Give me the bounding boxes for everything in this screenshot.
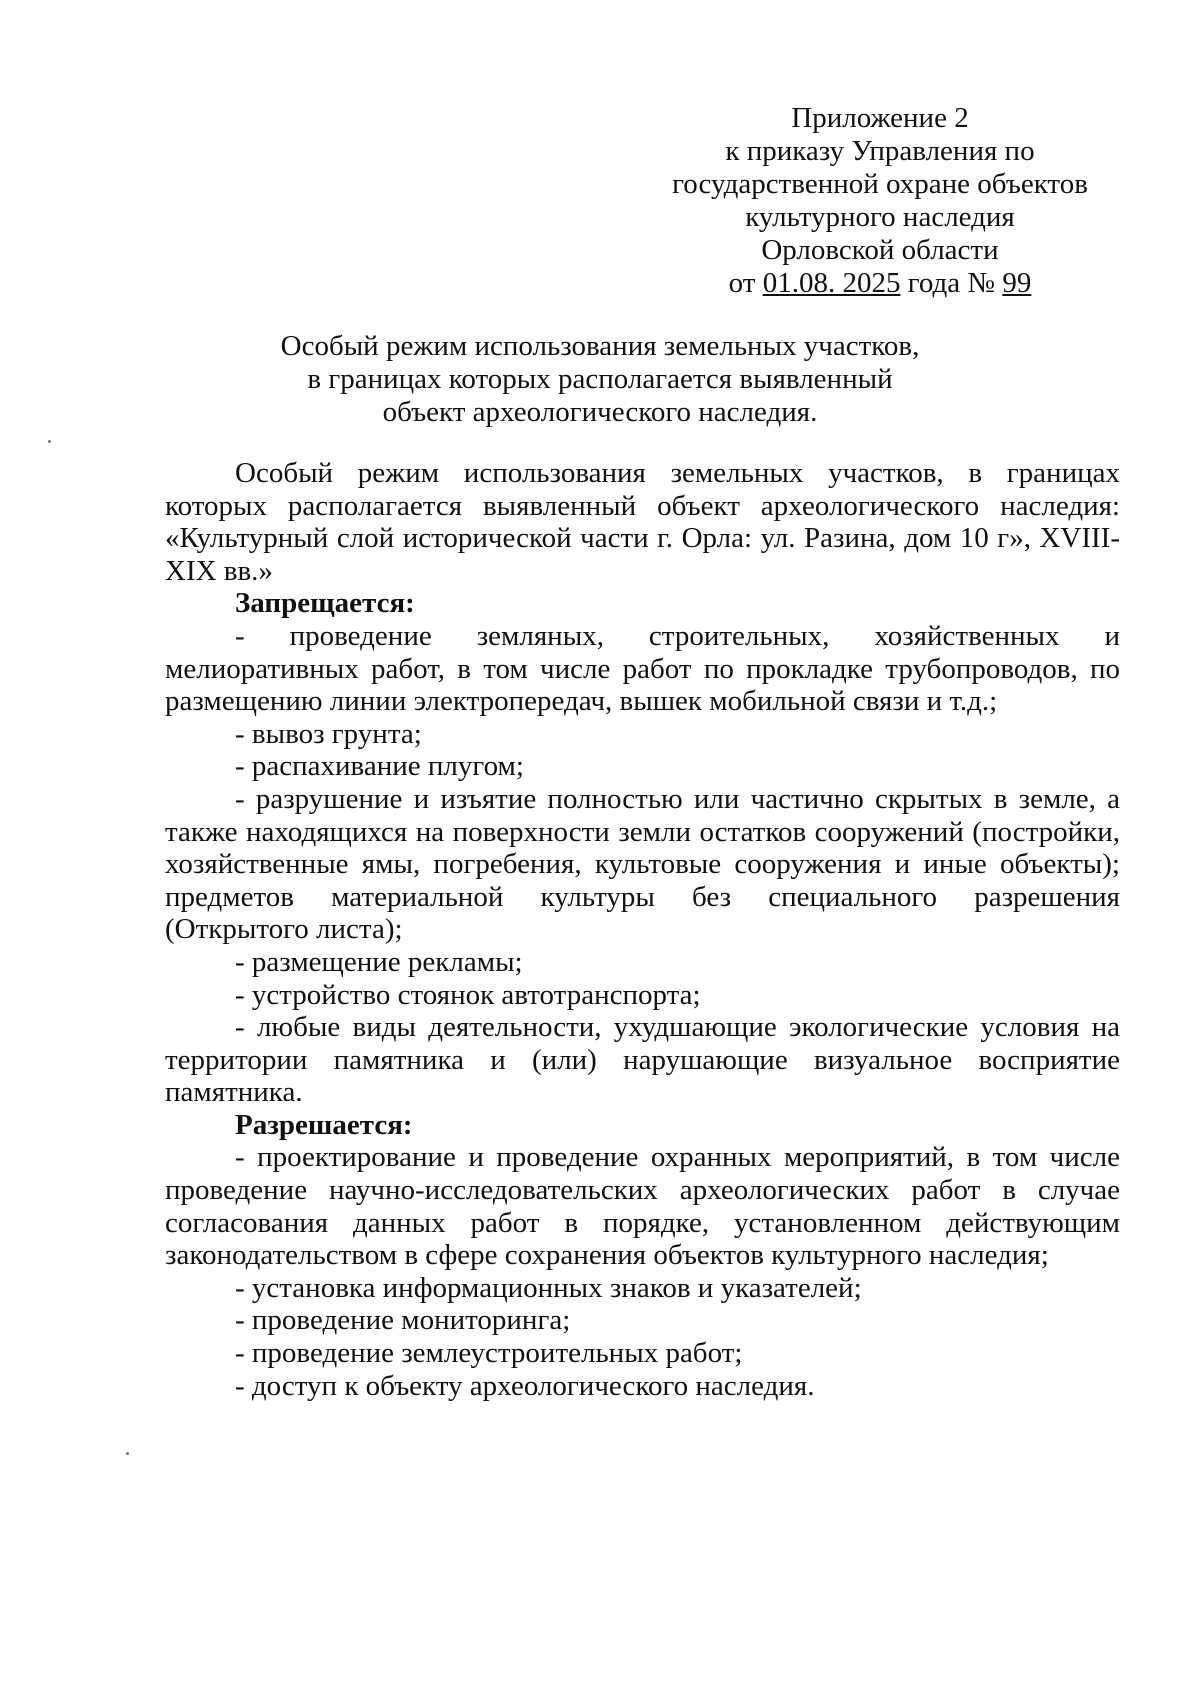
allowed-heading: Разрешается:	[235, 1108, 413, 1141]
appendix-line: Приложение 2	[791, 102, 969, 134]
title-line: объект археологического наследия.	[382, 396, 818, 428]
prohibited-item: - вывоз грунта;	[235, 717, 422, 750]
allowed-item: - доступ к объекту археологического наследия.	[235, 1369, 815, 1402]
title-line: в границах которых располагается выявленный	[307, 363, 893, 395]
date-prefix: от	[728, 267, 763, 299]
allowed-item: - проектирование и проведение охранных мероприятий, в том числе проведение научно-исследовательских археологических работ в случае согласования данных работ в порядке, установленном действующим законодательством в сфере сохранения объектов культурного наследия;	[165, 1141, 1120, 1272]
prohibited-item: - проведение земляных, строительных, хозяйственных и мелиоративных работ, в том числе работ по прокладке трубопроводов, по размещению линии электропередач, вышек мобильной связи и т.д.;	[165, 619, 1120, 718]
prohibited-item: - любые виды деятельности, ухудшающие экологические условия на территории памятника и (или) нарушающие визуальное восприятие памятника.	[165, 1011, 1120, 1109]
allowed-item: - проведение землеустроительных работ;	[235, 1337, 743, 1370]
document-body	[165, 457, 1120, 1402]
intro-paragraph: Особый режим использования земельных участков, в границах которых располагается выявленный объект археологического наследия: «Культурный слой исторической части г. Орла: ул. Разина, дом 10 г», XVIII-XIX вв.»	[165, 457, 1120, 587]
appendix-line: Орловской области	[761, 234, 999, 266]
prohibited-item: - устройство стоянок автотранспорта;	[235, 978, 701, 1011]
document-title	[270, 330, 930, 429]
prohibited-item: - размещение рекламы;	[235, 945, 523, 978]
scan-speck	[126, 1452, 129, 1455]
prohibited-item: - распахивание плугом;	[235, 750, 524, 783]
order-date: 01.08. 2025	[762, 267, 901, 299]
appendix-line: культурного наследия	[745, 201, 1015, 233]
allowed-item: - установка информационных знаков и указателей;	[235, 1271, 862, 1304]
prohibited-item: - разрушение и изъятие полностью или частично скрытых в земле, а также находящихся на поверхности земли остатков сооружений (постройки, хозяйственные ямы, погребения, культовые сооружения и иные объекты); предметов материальной культуры без специального разрешения (Открытого листа);	[165, 782, 1120, 946]
allowed-item: - проведение мониторинга;	[235, 1304, 571, 1337]
appendix-line: к приказу Управления по	[725, 135, 1035, 167]
title-line: Особый режим использования земельных участков,	[280, 330, 920, 362]
date-middle: года №	[900, 267, 1003, 299]
order-number: 99	[1002, 267, 1032, 299]
appendix-line: государственной охране объектов	[672, 168, 1088, 200]
scan-speck	[48, 440, 51, 443]
appendix-header	[650, 102, 1110, 300]
appendix-date-line	[650, 267, 1110, 300]
prohibited-heading: Запрещается:	[235, 587, 415, 620]
